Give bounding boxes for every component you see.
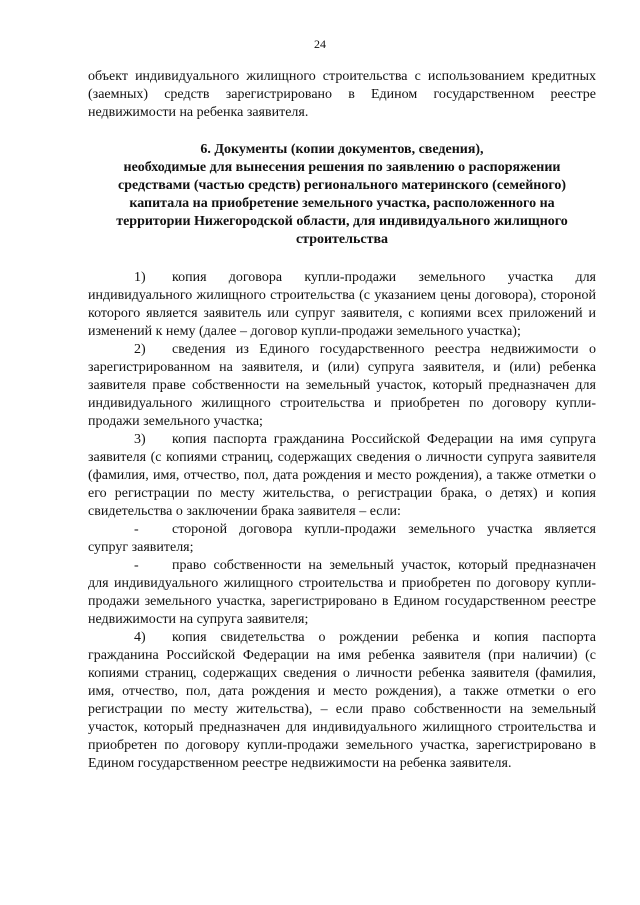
list-item xyxy=(88,269,596,341)
list-item-marker: - xyxy=(134,558,139,573)
list-item-marker: 2) xyxy=(134,342,146,357)
list-item xyxy=(88,521,596,557)
list-item-marker: - xyxy=(134,522,139,537)
section-heading-line: капитала на приобретение земельного участка, расположенного на xyxy=(129,196,555,211)
section-heading-line: 6. Документы (копии документов, сведения), xyxy=(200,142,484,157)
list-item-text: сведения из Единого государственного реестра недвижимости о зарегистрированном на заявителя, и (или) супруга заявителя, и (или) ребенка заявителя праве собственности на земельный участок, который предназначен для индивидуального жилищного строительства и приобретен по договору купли-продажи земельного участка; xyxy=(88,342,596,429)
intro-paragraph: объект индивидуального жилищного строительства с использованием кредитных (заемных) средств зарегистрировано в Едином государственном реестре недвижимости на ребенка заявителя. xyxy=(88,69,596,120)
list-item-text: право собственности на земельный участок, который предназначен для индивидуального жилищного строительства и приобретен по договору купли-продажи земельного участка, зарегистрировано в Едином государственном реестре недвижимости на супруга заявителя; xyxy=(88,558,596,627)
page-number: 24 xyxy=(314,37,326,51)
section-heading-line: необходимые для вынесения решения по заявлению о распоряжении xyxy=(123,160,561,175)
list-item-text: копия договора купли-продажи земельного участка для индивидуального жилищного строительства (с указанием цены договора), стороной которого является заявитель или супруг заявителя, с копиями всех приложений и изменений к нему (далее – договор купли-продажи земельного участка); xyxy=(88,270,596,339)
list-item xyxy=(88,341,596,431)
list-item xyxy=(88,431,596,521)
list-item-text: копия свидетельства о рождении ребенка и копия паспорта гражданина Российской Федерации на имя ребенка заявителя (при наличии) (с копиями страниц, содержащих сведения о личности ребенка заявителя (фамилия, имя, отчество, пол, дата рождения и место рождения), а также отметки о его регистрации по месту жительства), – если право собственности на земельный участок, который предназначен для индивидуального жилищного строительства и приобретен по договору купли-продажи земельного участка, зарегистрировано в Едином государственном реестре недвижимости на ребенка заявителя. xyxy=(88,630,596,771)
list-item-marker: 1) xyxy=(134,270,146,285)
section-heading-line: средствами (частью средств) регионального материнского (семейного) xyxy=(118,178,566,193)
list-item-text: стороной договора купли-продажи земельного участка является супруг заявителя; xyxy=(88,522,596,555)
list-item-marker: 3) xyxy=(134,432,146,447)
list-item xyxy=(88,557,596,629)
page-content xyxy=(88,68,596,773)
list-item-marker: 4) xyxy=(134,630,146,645)
section-heading-line: строительства xyxy=(295,232,389,247)
section-heading xyxy=(88,141,596,249)
document-list xyxy=(88,269,596,773)
list-item xyxy=(88,629,596,773)
section-heading-line: территории Нижегородской области, для индивидуального жилищного xyxy=(116,214,568,229)
list-item-text: копия паспорта гражданина Российской Федерации на имя супруга заявителя (с копиями страниц, содержащих сведения о личности супруга заявителя (фамилия, имя, отчество, пол, дата рождения и место рождения), а также отметки о его регистрации по месту жительства, о регистрации брака, о детях) и копия свидетельства о заключении брака заявителя – если: xyxy=(88,432,596,519)
